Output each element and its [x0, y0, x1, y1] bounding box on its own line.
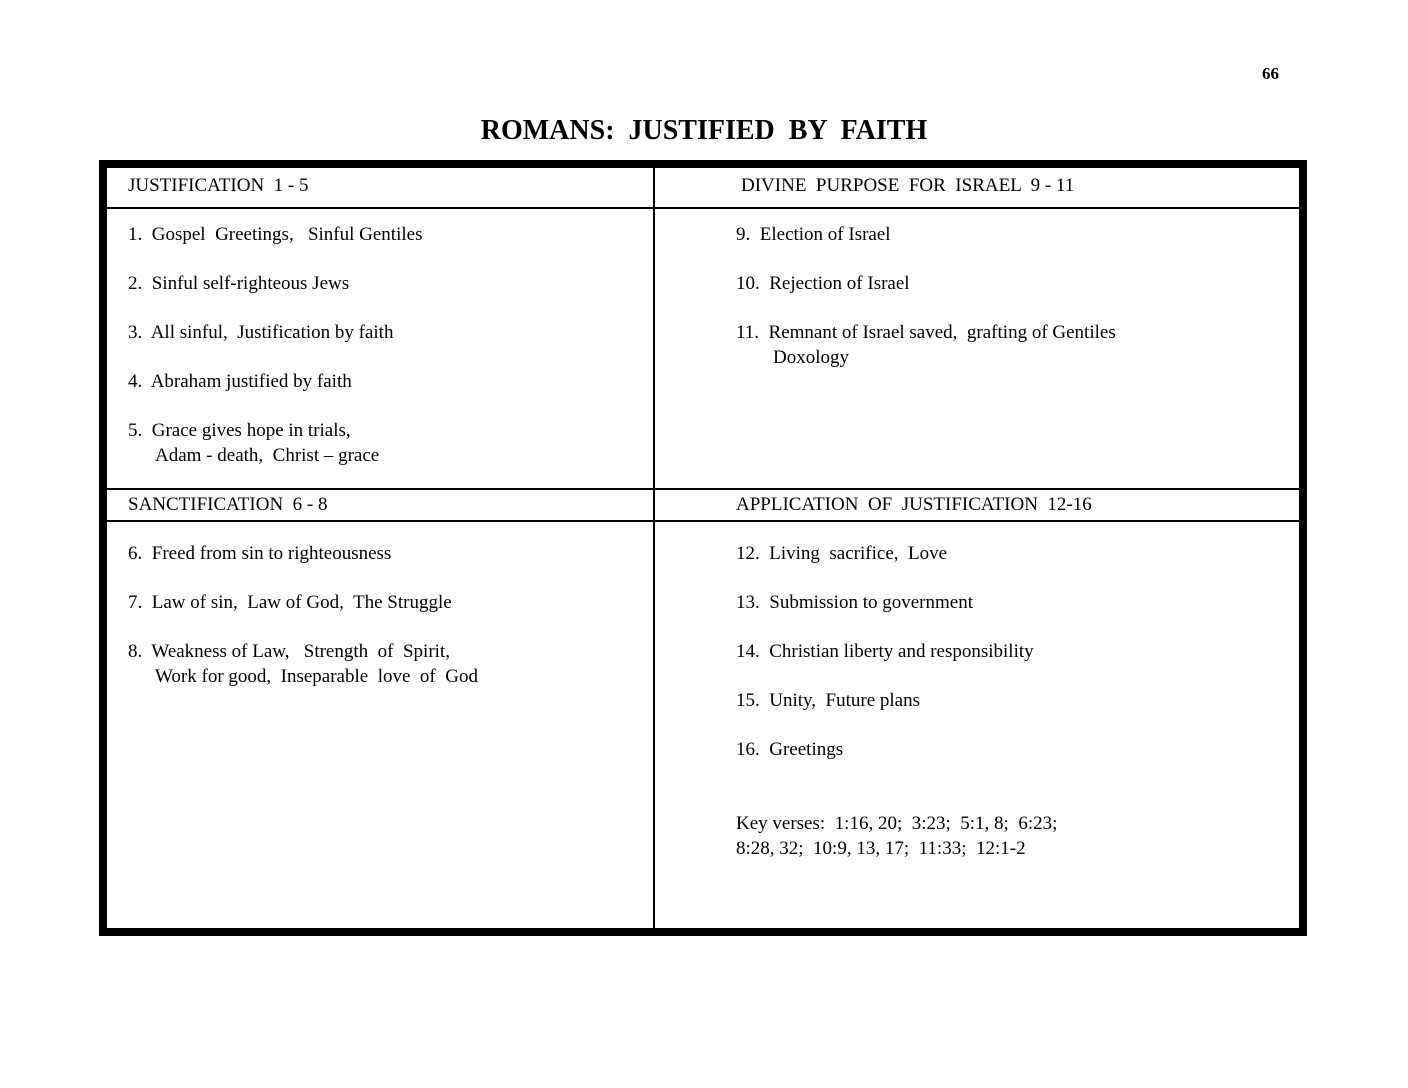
list-item-continuation: Adam - death, Christ – grace: [155, 445, 380, 466]
row-divider: [107, 488, 1299, 490]
list-item: 15. Unity, Future plans: [736, 690, 921, 711]
column-divider: [653, 168, 655, 928]
page-title: ROMANS: JUSTIFIED BY FAITH: [480, 115, 928, 146]
list-item: 1. Gospel Greetings, Sinful Gentiles: [128, 224, 423, 245]
list-item: 6. Freed from sin to righteousness: [128, 543, 392, 564]
section-heading-application: APPLICATION OF JUSTIFICATION 12-16: [736, 494, 1092, 515]
list-item: 12. Living sacrifice, Love: [736, 543, 948, 564]
section-heading-sanctification: SANCTIFICATION 6 - 8: [128, 494, 328, 515]
list-item-continuation: Doxology: [773, 347, 849, 368]
list-item: 10. Rejection of Israel: [736, 273, 910, 294]
list-item: 7. Law of sin, Law of God, The Struggle: [128, 592, 452, 613]
list-item: 11. Remnant of Israel saved, grafting of Gentiles: [736, 322, 1116, 343]
list-item: 8. Weakness of Law, Strength of Spirit,: [128, 641, 450, 662]
list-item: 14. Christian liberty and responsibility: [736, 641, 1034, 662]
list-item: 2. Sinful self-righteous Jews: [128, 273, 350, 294]
row-divider: [107, 207, 1299, 209]
key-verses: Key verses: 1:16, 20; 3:23; 5:1, 8; 6:23;: [736, 813, 1058, 834]
row-divider: [107, 520, 1299, 522]
list-item: 9. Election of Israel: [736, 224, 891, 245]
list-item: 13. Submission to government: [736, 592, 973, 613]
page-number: 66: [1262, 64, 1279, 83]
list-item: 4. Abraham justified by faith: [128, 371, 352, 392]
list-item: 3. All sinful, Justification by faith: [128, 322, 394, 343]
section-heading-israel: DIVINE PURPOSE FOR ISRAEL 9 - 11: [741, 175, 1075, 196]
list-item: 5. Grace gives hope in trials,: [128, 420, 351, 441]
key-verses-continuation: 8:28, 32; 10:9, 13, 17; 11:33; 12:1-2: [736, 838, 1026, 859]
section-heading-justification: JUSTIFICATION 1 - 5: [128, 175, 309, 196]
list-item-continuation: Work for good, Inseparable love of God: [155, 666, 478, 687]
list-item: 16. Greetings: [736, 739, 844, 760]
